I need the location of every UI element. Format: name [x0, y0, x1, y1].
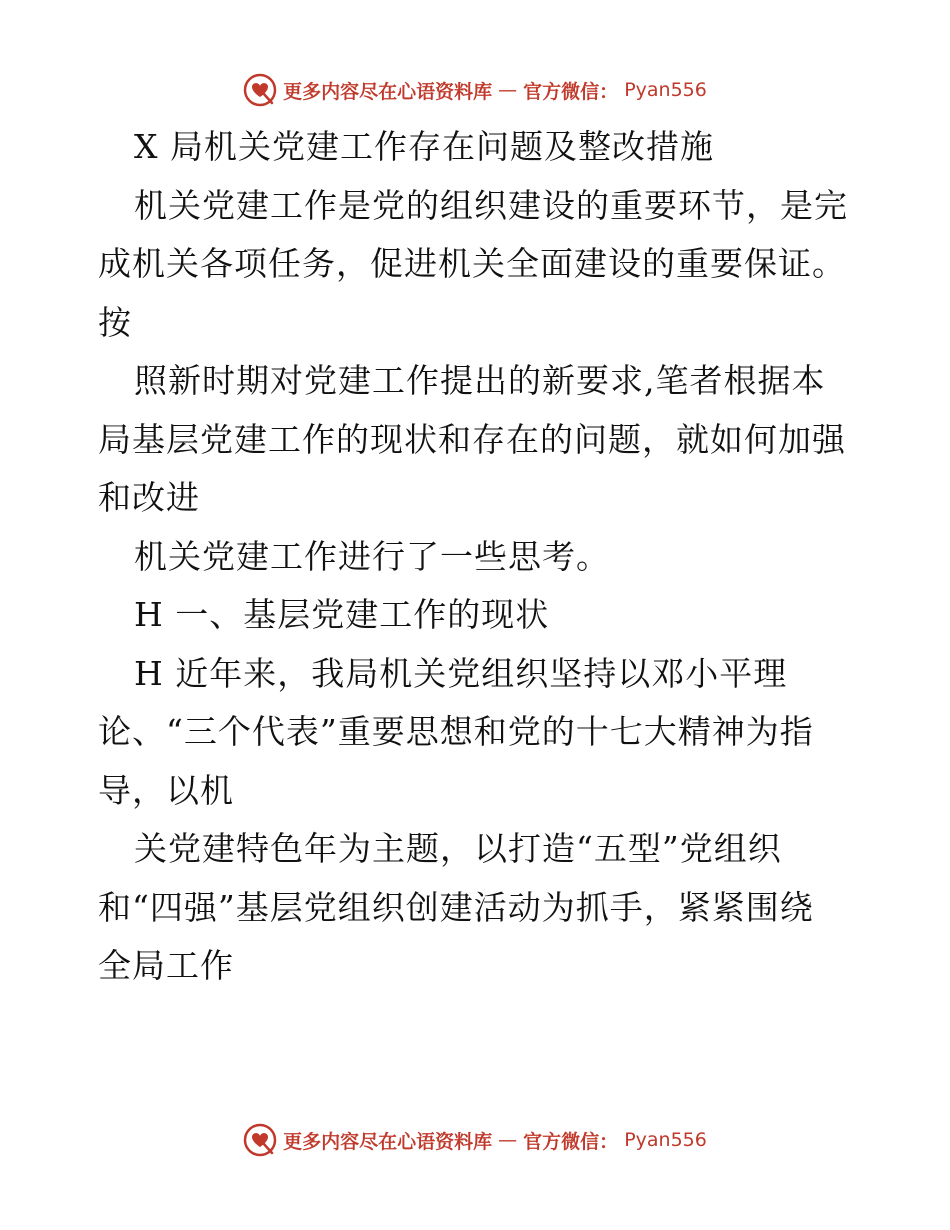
header-site-text: 更多内容尽在心语资料库: [283, 80, 493, 103]
paragraph-line: 成机关各项任务，促进机关全面建设的重要保证。: [98, 244, 846, 283]
heart-pen-logo-icon: [243, 73, 277, 107]
footer-banner: [0, 1120, 950, 1160]
footer-separator: —: [498, 1129, 518, 1151]
paragraph-line: 照新时期对党建工作提出的新要求,笔者根据本: [134, 361, 826, 400]
header-separator: —: [498, 79, 518, 101]
header-wechat-label: 官方微信：: [523, 80, 619, 103]
footer-wechat-label: 官方微信：: [523, 1130, 619, 1153]
paragraph-line: 关党建特色年为主题，以打造“五型”党组织: [134, 829, 782, 868]
paragraph-line: H 近年来，我局机关党组织坚持以邓小平理: [134, 653, 788, 693]
paragraph-line: 机关党建工作是党的组织建设的重要环节，是完: [134, 185, 848, 225]
heart-pen-logo-icon: [243, 1123, 277, 1157]
paragraph-line: 和“四强”基层党组织创建活动为抓手，紧紧围绕: [98, 887, 814, 927]
header-wechat-id: Pyan556: [624, 79, 707, 101]
footer-site-text: 更多内容尽在心语资料库: [283, 1130, 493, 1153]
document-body: [98, 118, 858, 996]
paragraph-line: 和改进: [98, 478, 200, 517]
paragraph-line: 导，以机: [98, 770, 234, 810]
section-heading: H 一、基层党建工作的现状: [134, 595, 550, 634]
paragraph-line: 论、“三个代表”重要思想和党的十七大精神为指: [98, 712, 814, 751]
paragraph-line: 按: [98, 302, 132, 342]
header-banner: [0, 70, 950, 110]
paragraph-line: 局基层党建工作的现状和存在的问题，就如何加强: [98, 419, 846, 459]
document-title: X 局机关党建工作存在问题及整改措施: [134, 127, 714, 166]
paragraph-line: 机关党建工作进行了一些思考。: [134, 536, 610, 576]
paragraph-line: 全局工作: [98, 946, 234, 985]
footer-wechat-id: Pyan556: [624, 1129, 707, 1151]
